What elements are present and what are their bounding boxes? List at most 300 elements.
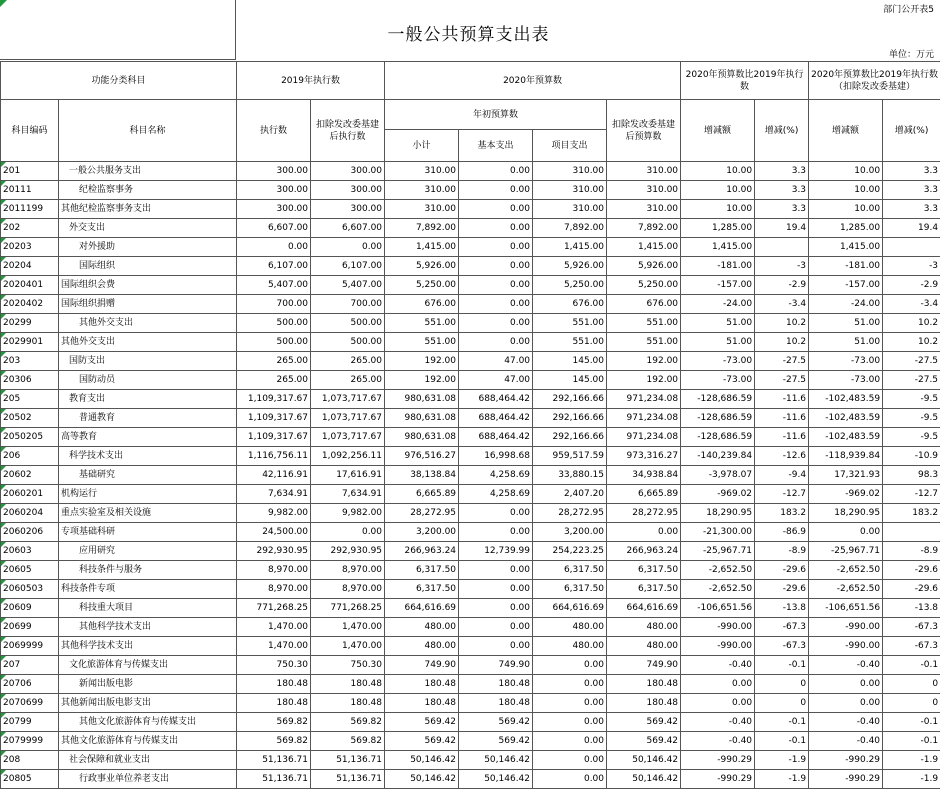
exec-adj-value: 500.00 (311, 333, 385, 352)
chg-amt-value: -73.00 (681, 371, 755, 390)
chg-pct-value: -86.9 (755, 523, 809, 542)
chg-pct-value: 10.2 (755, 314, 809, 333)
chg-pct-value: -1.9 (755, 770, 809, 789)
subtotal-value: 310.00 (385, 162, 459, 181)
chg-pct-value: 183.2 (755, 504, 809, 523)
chg-pct-value: -8.9 (755, 542, 809, 561)
subtotal-value: 551.00 (385, 314, 459, 333)
chg-pct-value: 0 (755, 694, 809, 713)
subtotal-value: 50,146.42 (385, 770, 459, 789)
chg-pct2-value: 10.2 (883, 333, 940, 352)
basic-value: 0.00 (459, 618, 533, 637)
exec2019-header: 2019年执行数 (237, 62, 385, 100)
table-row (1, 333, 940, 352)
basic-value: 0.00 (459, 637, 533, 656)
subject-name: 重点实验室及相关设施 (59, 504, 237, 523)
basic-value: 180.48 (459, 675, 533, 694)
chg-amt2-value: -25,967.71 (809, 542, 883, 561)
chg-pct-value: -2.9 (755, 276, 809, 295)
basic-value: 47.00 (459, 352, 533, 371)
subject-name: 纪检监察事务 (59, 181, 237, 200)
budget-adj-value: 0.00 (607, 523, 681, 542)
project-value: 145.00 (533, 352, 607, 371)
subtotal-value: 310.00 (385, 181, 459, 200)
budget-adj-header: 扣除发改委基建后预算数 (607, 100, 681, 162)
basic-value: 0.00 (459, 276, 533, 295)
exec-adj-value: 700.00 (311, 295, 385, 314)
subject-name: 其他文化旅游体育与传媒支出 (59, 713, 237, 732)
subtotal-value: 664,616.69 (385, 599, 459, 618)
subject-code: 20799 (1, 713, 59, 732)
subject-code: 206 (1, 447, 59, 466)
exec-adj-value: 750.30 (311, 656, 385, 675)
budget-adj-value: 480.00 (607, 637, 681, 656)
subtotal-value: 28,272.95 (385, 504, 459, 523)
subtotal-value: 3,200.00 (385, 523, 459, 542)
basic-value: 12,739.99 (459, 542, 533, 561)
subject-code: 20699 (1, 618, 59, 637)
budget-adj-value: 5,250.00 (607, 276, 681, 295)
basic-value: 180.48 (459, 694, 533, 713)
exec-value: 6,107.00 (237, 257, 311, 276)
chg-pct2-value: -0.1 (883, 713, 940, 732)
basic-value: 0.00 (459, 257, 533, 276)
exec-value: 569.82 (237, 713, 311, 732)
subject-code: 20609 (1, 599, 59, 618)
exec-adj-value: 1,470.00 (311, 618, 385, 637)
chg-amt2-value: -0.40 (809, 656, 883, 675)
name-header: 科目名称 (59, 100, 237, 162)
exec-value: 300.00 (237, 162, 311, 181)
exec-adj-value: 265.00 (311, 371, 385, 390)
table-row (1, 542, 940, 561)
page-title: 一般公共预算支出表 (236, 20, 701, 45)
budget-adj-value: 50,146.42 (607, 770, 681, 789)
chg-amt-value: -73.00 (681, 352, 755, 371)
subject-code: 20706 (1, 675, 59, 694)
table-row (1, 504, 940, 523)
basic-value: 16,998.68 (459, 447, 533, 466)
chg-amt2-value: -24.00 (809, 295, 883, 314)
subject-code: 2060204 (1, 504, 59, 523)
subject-name: 国防支出 (59, 352, 237, 371)
chg-amt-value: 10.00 (681, 162, 755, 181)
subtotal-value: 7,892.00 (385, 219, 459, 238)
subject-code: 205 (1, 390, 59, 409)
chg-amt2-value: 51.00 (809, 314, 883, 333)
chg-pct-value: -3 (755, 257, 809, 276)
subject-name: 国际组织会费 (59, 276, 237, 295)
exec-adj-header: 扣除发改委基建后执行数 (311, 100, 385, 162)
chg-pct2-value: 0 (883, 675, 940, 694)
table-row (1, 447, 940, 466)
project-value: 959,517.59 (533, 447, 607, 466)
exec-value: 9,982.00 (237, 504, 311, 523)
chg-amt2-value: -0.40 (809, 732, 883, 751)
table-row (1, 523, 940, 542)
subtotal-value: 180.48 (385, 694, 459, 713)
project-value: 292,166.66 (533, 390, 607, 409)
budget-adj-value: 50,146.42 (607, 751, 681, 770)
exec-adj-value: 300.00 (311, 181, 385, 200)
subject-name: 其他科学技术支出 (59, 637, 237, 656)
table-row (1, 219, 940, 238)
chg-pct-value: 0 (755, 675, 809, 694)
basic-value: 0.00 (459, 181, 533, 200)
exec-adj-value: 180.48 (311, 675, 385, 694)
exec-value: 180.48 (237, 694, 311, 713)
chg-amt-value: -0.40 (681, 656, 755, 675)
project-value: 292,166.66 (533, 409, 607, 428)
chg-pct-value: 10.2 (755, 333, 809, 352)
chg-pct2-value: -10.9 (883, 447, 940, 466)
chg-amt2-value: -102,483.59 (809, 390, 883, 409)
subject-code: 2060206 (1, 523, 59, 542)
chg-amt-value: -128,686.59 (681, 409, 755, 428)
exec-adj-value: 771,268.25 (311, 599, 385, 618)
chg-pct-value: -13.8 (755, 599, 809, 618)
subject-name: 新闻出版电影 (59, 675, 237, 694)
chg-amt2-value: -990.00 (809, 618, 883, 637)
budget-adj-value: 973,316.27 (607, 447, 681, 466)
project-value: 551.00 (533, 333, 607, 352)
subtotal-value: 6,665.89 (385, 485, 459, 504)
project-value: 310.00 (533, 200, 607, 219)
table-row (1, 485, 940, 504)
project-value: 6,317.50 (533, 561, 607, 580)
table-row (1, 162, 940, 181)
chg-amt2-value: 0.00 (809, 675, 883, 694)
subject-code: 20502 (1, 409, 59, 428)
exec-value: 180.48 (237, 675, 311, 694)
diff-header: 2020年预算数比2019年执行数 (681, 62, 809, 100)
subject-code: 20203 (1, 238, 59, 257)
exec-value: 1,109,317.67 (237, 409, 311, 428)
exec-adj-value: 1,073,717.67 (311, 390, 385, 409)
budget-adj-value: 310.00 (607, 200, 681, 219)
exec-value: 24,500.00 (237, 523, 311, 542)
subject-name: 国际组织捐赠 (59, 295, 237, 314)
exec-adj-value: 0.00 (311, 523, 385, 542)
subject-code: 207 (1, 656, 59, 675)
subject-code: 2020401 (1, 276, 59, 295)
basic-value: 0.00 (459, 314, 533, 333)
table-row (1, 770, 940, 789)
exec-adj-value: 265.00 (311, 352, 385, 371)
chg-amt2-value: 0.00 (809, 523, 883, 542)
project-value: 664,616.69 (533, 599, 607, 618)
chg-pct2-value (883, 523, 940, 542)
subtotal-value: 310.00 (385, 200, 459, 219)
subject-name: 应用研究 (59, 542, 237, 561)
exec-value: 0.00 (237, 238, 311, 257)
project-value: 551.00 (533, 314, 607, 333)
subject-code: 2070699 (1, 694, 59, 713)
subject-code: 20111 (1, 181, 59, 200)
chg-amt-value: 1,285.00 (681, 219, 755, 238)
chg-amt2-value: 10.00 (809, 162, 883, 181)
subject-name: 其他科学技术支出 (59, 618, 237, 637)
table-row (1, 295, 940, 314)
chg-amt-value: -25,967.71 (681, 542, 755, 561)
subject-name: 高等教育 (59, 428, 237, 447)
subject-name: 其他外交支出 (59, 314, 237, 333)
subtotal-value: 480.00 (385, 618, 459, 637)
basic-value: 4,258.69 (459, 485, 533, 504)
chg-amt2-value: 10.00 (809, 181, 883, 200)
project-value: 310.00 (533, 162, 607, 181)
exec-adj-value: 1,073,717.67 (311, 409, 385, 428)
project-value: 7,892.00 (533, 219, 607, 238)
exec-adj-value: 5,407.00 (311, 276, 385, 295)
table-row (1, 732, 940, 751)
exec-value: 265.00 (237, 371, 311, 390)
table-row (1, 181, 940, 200)
diff-adj-header: 2020年预算数比2019年执行数（扣除发改委基建） (809, 62, 940, 100)
chg-amt2-value: -2,652.50 (809, 561, 883, 580)
subject-code: 2029901 (1, 333, 59, 352)
chg-pct2-value: -2.9 (883, 276, 940, 295)
chg-pct-value: -29.6 (755, 561, 809, 580)
subtotal-value: 569.42 (385, 732, 459, 751)
chg-pct-value: 3.3 (755, 200, 809, 219)
chg-pct2-value: -9.5 (883, 390, 940, 409)
chg-pct2-value: -29.6 (883, 561, 940, 580)
chg-pct2-value: 0 (883, 694, 940, 713)
chg-pct2-value: -0.1 (883, 656, 940, 675)
subject-name: 科学技术支出 (59, 447, 237, 466)
chg-amt-value: -24.00 (681, 295, 755, 314)
chg-amt-value: -106,651.56 (681, 599, 755, 618)
subject-name: 基础研究 (59, 466, 237, 485)
code-header: 科目编码 (1, 100, 59, 162)
exec-adj-value: 569.82 (311, 732, 385, 751)
table-row (1, 618, 940, 637)
chg-pct-value: -67.3 (755, 637, 809, 656)
budget-adj-value: 1,415.00 (607, 238, 681, 257)
project-value: 480.00 (533, 618, 607, 637)
chg-amt2-value: 1,415.00 (809, 238, 883, 257)
subject-name: 科技重大项目 (59, 599, 237, 618)
basic-value: 569.42 (459, 732, 533, 751)
chg-pct-value: -0.1 (755, 713, 809, 732)
chg-amt-value: -0.40 (681, 732, 755, 751)
chg-pct2-value: -1.9 (883, 751, 940, 770)
subtotal-value: 980,631.08 (385, 390, 459, 409)
table-row (1, 200, 940, 219)
exec-value: 42,116.91 (237, 466, 311, 485)
chg-amt2-value: -157.00 (809, 276, 883, 295)
table-row (1, 694, 940, 713)
exec-value: 1,109,317.67 (237, 390, 311, 409)
chg-pct-value: -1.9 (755, 751, 809, 770)
subject-name: 机构运行 (59, 485, 237, 504)
subtotal-value: 980,631.08 (385, 428, 459, 447)
chg-pct2-value: -27.5 (883, 352, 940, 371)
exec-value: 51,136.71 (237, 751, 311, 770)
project-value: 0.00 (533, 656, 607, 675)
subtotal-value: 50,146.42 (385, 751, 459, 770)
chg-pct-value: 3.3 (755, 162, 809, 181)
exec-value: 51,136.71 (237, 770, 311, 789)
chg-pct-value: -9.4 (755, 466, 809, 485)
chg-pct2-value: -67.3 (883, 618, 940, 637)
budget-adj-value: 310.00 (607, 162, 681, 181)
exec-adj-value: 17,616.91 (311, 466, 385, 485)
exec-value: 750.30 (237, 656, 311, 675)
chg-amt2-value: -102,483.59 (809, 409, 883, 428)
basic-value: 0.00 (459, 238, 533, 257)
basic-value: 0.00 (459, 580, 533, 599)
basic-header: 基本支出 (459, 130, 533, 162)
project-value: 480.00 (533, 637, 607, 656)
chg-pct2-header: 增减(%) (883, 100, 940, 162)
chg-amt-value: -3,978.07 (681, 466, 755, 485)
subject-code: 20299 (1, 314, 59, 333)
chg-pct-value: -11.6 (755, 390, 809, 409)
subject-code: 2020402 (1, 295, 59, 314)
basic-value: 4,258.69 (459, 466, 533, 485)
table-row (1, 637, 940, 656)
basic-value: 569.42 (459, 713, 533, 732)
project-value: 0.00 (533, 732, 607, 751)
exec-value: 265.00 (237, 352, 311, 371)
exec-value: 1,470.00 (237, 618, 311, 637)
chg-pct2-value: -3.4 (883, 295, 940, 314)
chg-pct2-value: 3.3 (883, 162, 940, 181)
project-value: 2,407.20 (533, 485, 607, 504)
table-row (1, 257, 940, 276)
budget-adj-value: 310.00 (607, 181, 681, 200)
basic-value: 0.00 (459, 599, 533, 618)
subtotal-value: 980,631.08 (385, 409, 459, 428)
subtotal-value: 266,963.24 (385, 542, 459, 561)
subtotal-value: 480.00 (385, 637, 459, 656)
budget-adj-value: 180.48 (607, 675, 681, 694)
subject-code: 2060503 (1, 580, 59, 599)
chg-pct-value: -67.3 (755, 618, 809, 637)
exec-adj-value: 1,073,717.67 (311, 428, 385, 447)
chg-amt-value: -990.29 (681, 770, 755, 789)
project-value: 3,200.00 (533, 523, 607, 542)
chg-amt2-value: 10.00 (809, 200, 883, 219)
project-value: 0.00 (533, 694, 607, 713)
subject-name: 普通教育 (59, 409, 237, 428)
budget-adj-value: 192.00 (607, 371, 681, 390)
subject-code: 20805 (1, 770, 59, 789)
budget-adj-value: 192.00 (607, 352, 681, 371)
exec-value: 8,970.00 (237, 561, 311, 580)
chg-amt2-value: -118,939.84 (809, 447, 883, 466)
subtotal-value: 5,250.00 (385, 276, 459, 295)
chg-pct2-value: 10.2 (883, 314, 940, 333)
exec-value: 500.00 (237, 314, 311, 333)
chg-pct-header: 增减(%) (755, 100, 809, 162)
budget-adj-value: 569.42 (607, 732, 681, 751)
subject-name: 对外援助 (59, 238, 237, 257)
chg-amt2-header: 增减额 (809, 100, 883, 162)
basic-value: 0.00 (459, 333, 533, 352)
table-row (1, 428, 940, 447)
chg-amt-value: -21,300.00 (681, 523, 755, 542)
project-value: 1,415.00 (533, 238, 607, 257)
subject-name: 科技条件与服务 (59, 561, 237, 580)
chg-amt-value: -990.00 (681, 618, 755, 637)
chg-pct2-value: -12.7 (883, 485, 940, 504)
budget-adj-value: 28,272.95 (607, 504, 681, 523)
chg-pct2-value: 3.3 (883, 200, 940, 219)
subject-code: 2079999 (1, 732, 59, 751)
chg-pct-value: -0.1 (755, 656, 809, 675)
table-row (1, 599, 940, 618)
chg-pct2-value: -3 (883, 257, 940, 276)
chg-amt-value: 0.00 (681, 675, 755, 694)
chg-pct2-value: 19.4 (883, 219, 940, 238)
basic-value: 0.00 (459, 162, 533, 181)
subject-name: 教育支出 (59, 390, 237, 409)
chg-amt-value: 1,415.00 (681, 238, 755, 257)
budget-adj-value: 266,963.24 (607, 542, 681, 561)
chg-amt-value: 10.00 (681, 200, 755, 219)
exec-adj-value: 7,634.91 (311, 485, 385, 504)
chg-pct2-value: -27.5 (883, 371, 940, 390)
basic-value: 50,146.42 (459, 751, 533, 770)
chg-pct-value: 19.4 (755, 219, 809, 238)
chg-pct2-value: -13.8 (883, 599, 940, 618)
chg-amt2-value: -2,652.50 (809, 580, 883, 599)
budget2020-header: 2020年预算数 (385, 62, 681, 100)
subtotal-value: 38,138.84 (385, 466, 459, 485)
chg-amt2-value: -181.00 (809, 257, 883, 276)
table-row (1, 314, 940, 333)
subject-code: 208 (1, 751, 59, 770)
table-row (1, 675, 940, 694)
subtotal-value: 569.42 (385, 713, 459, 732)
budget-adj-value: 971,234.08 (607, 409, 681, 428)
chg-pct-value: -27.5 (755, 352, 809, 371)
subject-name: 行政事业单位养老支出 (59, 770, 237, 789)
project-value: 33,880.15 (533, 466, 607, 485)
project-value: 0.00 (533, 675, 607, 694)
exec-adj-value: 569.82 (311, 713, 385, 732)
basic-value: 688,464.42 (459, 428, 533, 447)
project-value: 28,272.95 (533, 504, 607, 523)
subject-code: 2069999 (1, 637, 59, 656)
subtotal-value: 749.90 (385, 656, 459, 675)
chg-amt2-value: -0.40 (809, 713, 883, 732)
exec-value: 5,407.00 (237, 276, 311, 295)
project-value: 6,317.50 (533, 580, 607, 599)
subject-code: 2011199 (1, 200, 59, 219)
exec-adj-value: 8,970.00 (311, 580, 385, 599)
exec-adj-value: 180.48 (311, 694, 385, 713)
chg-pct-value: -12.7 (755, 485, 809, 504)
table-row (1, 713, 940, 732)
basic-value: 0.00 (459, 200, 533, 219)
project-value: 0.00 (533, 713, 607, 732)
exec-adj-value: 500.00 (311, 314, 385, 333)
chg-amt-value: -157.00 (681, 276, 755, 295)
chg-amt-value: -969.02 (681, 485, 755, 504)
chg-pct2-value: 183.2 (883, 504, 940, 523)
project-value: 292,166.66 (533, 428, 607, 447)
chg-pct2-value: -1.9 (883, 770, 940, 789)
exec-adj-value: 0.00 (311, 238, 385, 257)
chg-amt-value: 51.00 (681, 314, 755, 333)
exec-value: 6,607.00 (237, 219, 311, 238)
chg-amt-value: 51.00 (681, 333, 755, 352)
chg-amt2-value: -990.29 (809, 751, 883, 770)
